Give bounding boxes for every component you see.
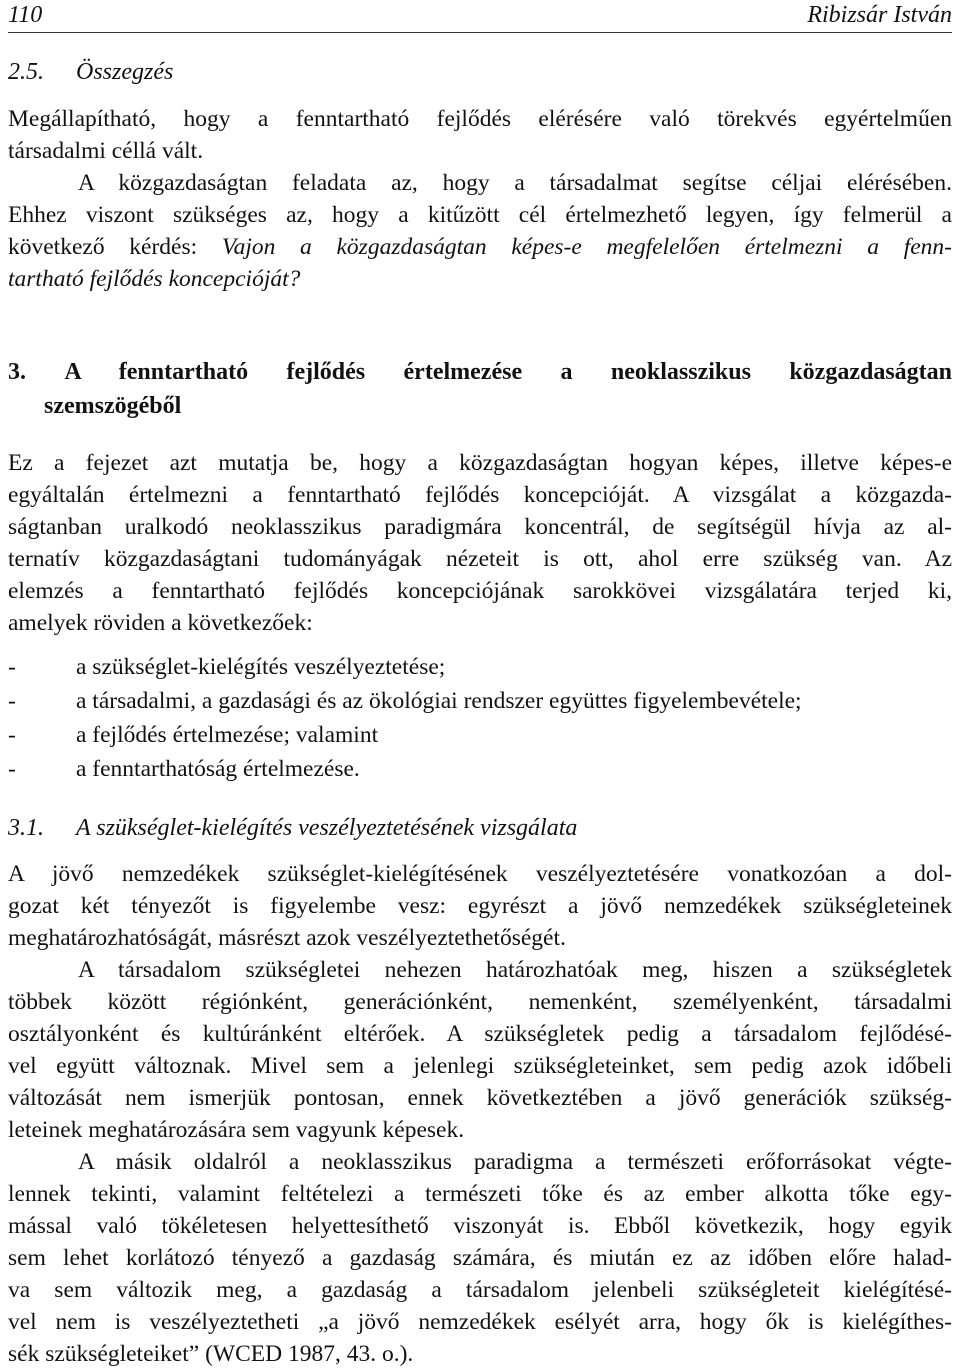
section-heading-2-5	[8, 56, 173, 88]
list-item: - a fejlődés értelmezése; valamint	[8, 722, 379, 748]
text-line: meghatározhatóságát, másrészt azok veszélyeztethetőségét.	[8, 925, 566, 951]
section-title: A szükséglet-kielégítés veszélyeztetésének vizsgálata	[76, 815, 578, 841]
text-line: elemzés a fenntartható fejlődés koncepciójának sarokkövei vizsgálatára terjed ki,	[8, 578, 952, 604]
text-segment: következő kérdés:	[8, 234, 222, 260]
text-line: vel nem is veszélyeztetheti „a jövő nemzedékek esélyét arra, hogy ők is kielégíthes-	[8, 1309, 952, 1335]
section-3-1-paragraph-3	[8, 1146, 952, 1370]
text-line: Ehhez viszont szükséges az, hogy a kitűzött cél értelmezhető legyen, így felmerül a	[8, 202, 952, 228]
text-line	[8, 231, 952, 263]
section-title: Összegzés	[76, 59, 174, 85]
running-header	[8, 0, 952, 33]
section-heading-3-1	[8, 812, 577, 844]
text-line: többek között régiónként, generációnként, nemenként, személyenként, társadalmi	[8, 989, 952, 1015]
text-line: Ez a fejezet azt mutatja be, hogy a közgazdaságtan hogyan képes, illetve képes-e	[8, 450, 952, 476]
chapter-title: A fenntartható fejlődés értelmezése a neoklasszikus közgazdaságtan	[64, 359, 952, 385]
list-item: - a társadalmi, a gazdasági és az ökológiai rendszer együttes figyelembevétele;	[8, 688, 802, 714]
text-line: egyáltalán értelmezni a fenntartható fejlődés koncepcióját. A vizsgálat a közgazda-	[8, 482, 952, 508]
text-line: A közgazdaságtan feladata az, hogy a társadalmat segítse céljai elérésében.	[78, 170, 952, 196]
summary-paragraph-1	[8, 103, 952, 167]
text-line: vel együtt változnak. Mivel sem a jelenlegi szükségleteinket, sem pedig azok időbeli	[8, 1053, 952, 1079]
research-question: tartható fejlődés koncepcióját?	[8, 266, 301, 292]
chapter-intro-paragraph	[8, 447, 952, 639]
research-question: Vajon a közgazdaságtan képes-e megfelelően értelmezni a fenn-	[221, 234, 952, 260]
text-line: A társadalom szükségletei nehezen határozhatóak meg, hiszen a szükségletek	[78, 957, 952, 983]
list-item: - a fenntarthatóság értelmezése.	[8, 756, 360, 782]
text-line: sem lehet korlátozó tényező a gazdaság számára, és miután ez az időben előre halad-	[8, 1245, 952, 1271]
chapter-number: 3.	[8, 359, 26, 385]
chapter-heading-3	[8, 355, 952, 423]
page-number: 110	[8, 2, 43, 28]
text-line: társadalmi céllá vált.	[8, 138, 204, 164]
section-number: 3.1.	[8, 815, 44, 841]
text-line: mással való tökéletesen helyettesíthető viszonyát is. Ebből következik, hogy egyik	[8, 1213, 952, 1239]
chapter-title-line: szemszögéből	[44, 393, 182, 419]
text-line: A jövő nemzedékek szükséglet-kielégítésének veszélyeztetésére vonatkozóan a dol-	[8, 861, 952, 887]
text-line: va sem változik meg, a gazdaság a társadalom jelenbeli szükségleteit kielégítésé-	[8, 1277, 952, 1303]
text-line: leteinek meghatározására sem vagyunk képesek.	[8, 1117, 465, 1143]
text-line: lennek tekinti, valamint feltételezi a természeti tőke és az ember alkotta tőke egy-	[8, 1181, 952, 1207]
text-line: változását nem ismerjük pontosan, ennek következtében a jövő generációk szükség-	[8, 1085, 952, 1111]
text-line: gozat két tényezőt is figyelembe vesz: egyrészt a jövő nemzedékek szükségleteinek	[8, 893, 952, 919]
text-line: amelyek röviden a következőek:	[8, 610, 313, 636]
summary-paragraph-2	[8, 167, 952, 295]
section-3-1-paragraph-1	[8, 858, 952, 954]
text-line: ternatív közgazdaságtani tudományágak nézeteit is ott, ahol erre szükség van. Az	[8, 546, 952, 572]
text-line	[8, 263, 952, 295]
text-line: ságtanban uralkodó neoklasszikus paradigmára koncentrál, de segítségül hívja az al-	[8, 514, 952, 540]
list-item: - a szükséglet-kielégítés veszélyeztetése;	[8, 654, 446, 680]
text-line: sék szükségleteiket” (WCED 1987, 43. o.).	[8, 1341, 414, 1367]
section-number: 2.5.	[8, 59, 44, 85]
section-3-1-paragraph-2	[8, 954, 952, 1146]
text-line: osztályonként és kultúránként eltérőek. A szükségletek pedig a társadalom fejlődésé-	[8, 1021, 952, 1047]
cornerstone-list	[8, 650, 952, 786]
chapter-title-line	[8, 355, 952, 389]
running-author: Ribizsár István	[807, 2, 952, 28]
text-line: A másik oldalról a neoklasszikus paradigma a természeti erőforrásokat végte-	[78, 1149, 952, 1175]
text-line: Megállapítható, hogy a fenntartható fejlődés elérésére való törekvés egyértelműen	[8, 106, 952, 132]
